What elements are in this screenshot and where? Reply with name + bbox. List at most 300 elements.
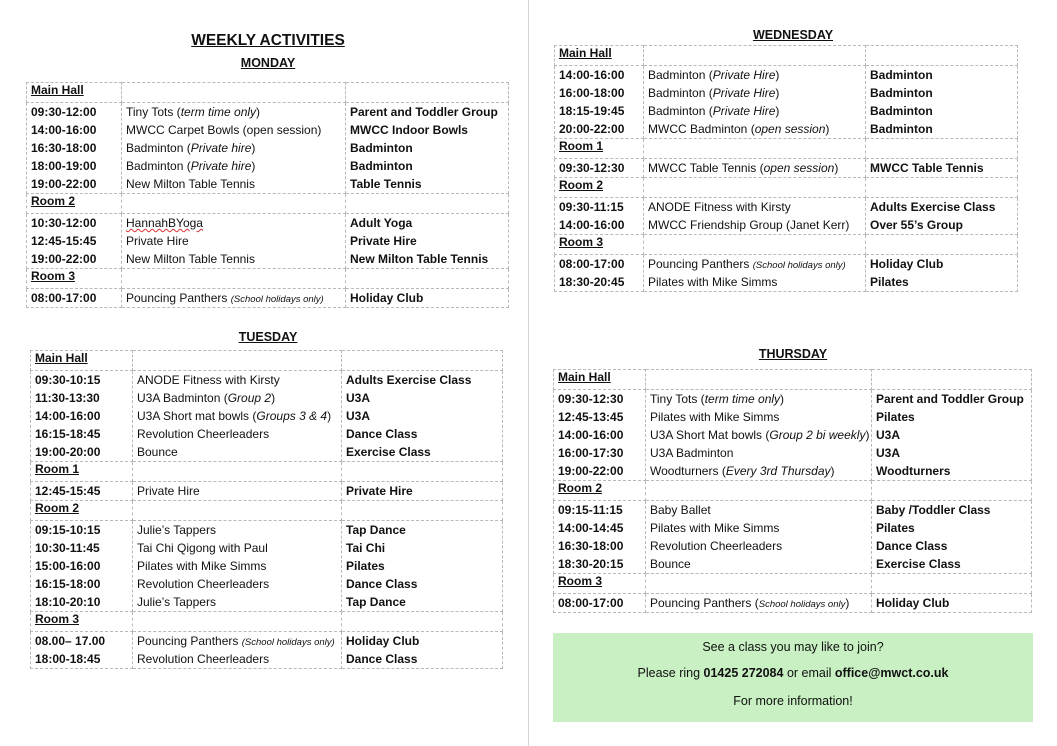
activity-name: [650, 462, 867, 480]
activity-note-small: (School holidays only): [752, 260, 846, 271]
time-slot: 18:30-20:45: [559, 275, 625, 289]
activity-name: [137, 557, 337, 575]
time-slot: 19:00-20:00: [35, 445, 101, 459]
activity-name: [648, 198, 861, 216]
group-column: [872, 390, 1032, 481]
section-name: Main Hall: [558, 370, 611, 384]
section-header-blank: [342, 612, 503, 632]
section-header-cell: [554, 574, 646, 594]
activity-note-small: School holidays only: [758, 599, 846, 610]
time-column: [554, 594, 646, 613]
group-column: [342, 371, 503, 462]
section-rows: [554, 390, 1032, 481]
section-rows: [554, 501, 1032, 574]
activity-name: [126, 175, 341, 193]
time-slot: 19:00-22:00: [31, 177, 97, 191]
group-name: Tap Dance: [346, 595, 406, 609]
time-slot: 12:45-13:45: [558, 410, 624, 424]
time-column: [27, 214, 122, 269]
section-rows: [555, 255, 1018, 292]
time-column: [555, 66, 644, 139]
section-name: Room 3: [31, 269, 76, 283]
section-name: Main Hall: [559, 46, 612, 60]
activity-name: [648, 273, 861, 291]
activity-name: [648, 159, 861, 177]
activity-text: Julie’s Tappers: [137, 523, 216, 537]
activity-text: Pilates with Mike Simms: [137, 559, 267, 573]
activity-name: [137, 539, 337, 557]
time-column: [31, 482, 133, 501]
time-slot: 10:30-12:00: [31, 216, 97, 230]
group-name: Pilates: [346, 559, 385, 573]
activity-text: Private Hire: [126, 234, 189, 248]
activity-text: MWCC Carpet Bowls (open session): [126, 123, 322, 137]
group-column: [346, 214, 509, 269]
group-column: [346, 103, 509, 194]
time-slot: 09:30-12:00: [31, 105, 97, 119]
activity-text: Julie’s Tappers: [137, 595, 216, 609]
activity-text-end: ): [271, 391, 276, 405]
time-slot: 08.00– 17.00: [35, 634, 106, 648]
wednesday-table: [554, 45, 1018, 292]
group-name: Badminton: [350, 159, 413, 173]
activity-text-end: ): [834, 161, 839, 175]
activity-name: [648, 66, 861, 84]
group-name: Adult Yoga: [350, 216, 413, 230]
activity-column: [122, 214, 346, 269]
time-column: [555, 198, 644, 235]
group-column: [342, 521, 503, 612]
tuesday-schedule: [30, 350, 502, 669]
activity-name: [650, 555, 867, 573]
phone-number[interactable]: 01425 272084: [703, 666, 784, 680]
section-header-blank: [346, 194, 509, 214]
section-name: Room 1: [559, 139, 604, 153]
activity-note-small: (School holidays only): [230, 294, 324, 305]
time-slot: 11:30-13:30: [35, 391, 100, 405]
group-name: Holiday Club: [876, 596, 950, 610]
section-name: Main Hall: [35, 351, 88, 365]
activity-name: [650, 426, 870, 444]
activity-name: [126, 121, 341, 139]
activity-name: [650, 501, 867, 519]
activity-text: Revolution Cheerleaders: [650, 539, 783, 553]
activity-name: [137, 650, 337, 668]
group-name: U3A: [346, 409, 371, 423]
time-slot: 19:00-22:00: [558, 464, 624, 478]
section-header-cell: [555, 46, 644, 66]
group-name: Tap Dance: [346, 523, 406, 537]
group-name: Pilates: [870, 275, 909, 289]
activity-name: [648, 255, 861, 273]
section-header-row: [31, 612, 503, 632]
time-column: [27, 103, 122, 194]
activity-text: Pouncing Panthers: [137, 634, 242, 648]
group-column: [342, 632, 503, 669]
activity-text: U3A Short mat bowls (: [137, 409, 257, 423]
activity-note: Private Hire: [712, 68, 776, 82]
section-header-row: [31, 462, 503, 482]
activity-name: [648, 216, 861, 234]
day-title-wednesday: WEDNESDAY: [752, 28, 834, 42]
time-slot: 09:30-11:15: [559, 200, 624, 214]
section-header-blank: [644, 139, 866, 159]
section-header-blank: [866, 178, 1018, 198]
activity-text-end: ): [845, 596, 850, 610]
activity-text: Pilates with Mike Simms: [648, 275, 778, 289]
activity-column: [122, 103, 346, 194]
activity-name: [648, 120, 861, 138]
section-header-cell: [555, 139, 644, 159]
section-name: Room 2: [558, 481, 603, 495]
info-email-text: or email: [783, 666, 835, 680]
activity-text: New Milton Table Tennis: [126, 252, 255, 266]
section-rows: [31, 521, 503, 612]
activity-name: [137, 371, 337, 389]
activity-name: [137, 482, 337, 500]
section-header-row: [27, 194, 509, 214]
section-header-blank: [342, 501, 503, 521]
section-header-row: [554, 481, 1032, 501]
time-slot: 08:00-17:00: [558, 596, 624, 610]
activity-text: MWCC Friendship Group (Janet Kerr): [648, 218, 850, 232]
activity-text: U3A Badminton: [650, 446, 734, 460]
time-slot: 09:15-11:15: [558, 503, 623, 517]
activity-text: U3A Badminton (: [137, 391, 228, 405]
group-name: Dance Class: [346, 427, 418, 441]
section-name: Room 3: [35, 612, 80, 626]
group-name: Badminton: [870, 104, 933, 118]
section-header-blank: [133, 351, 342, 371]
time-slot: 15:00-16:00: [35, 559, 101, 573]
group-name: Holiday Club: [346, 634, 420, 648]
page-divider: [528, 0, 529, 746]
section-header-cell: [31, 351, 133, 371]
section-header-cell: [554, 370, 646, 390]
activity-name: [650, 594, 867, 612]
section-header-blank: [342, 351, 503, 371]
info-line-1: See a class you may like to join?: [702, 640, 884, 654]
activity-name: [126, 250, 341, 268]
group-name: Badminton: [870, 86, 933, 100]
group-column: [342, 482, 503, 501]
group-name: Woodturners: [876, 464, 951, 478]
group-name: Private Hire: [346, 484, 413, 498]
group-name: Dance Class: [876, 539, 948, 553]
group-name: MWCC Indoor Bowls: [350, 123, 468, 137]
activity-note: Groups 3 & 4: [256, 409, 328, 423]
activity-text: Revolution Cheerleaders: [137, 427, 270, 441]
group-name: MWCC Table Tennis: [870, 161, 984, 175]
activity-name: [126, 289, 341, 307]
activity-note: Group 2 bi weekly: [769, 428, 866, 442]
activity-column: [644, 159, 866, 178]
activity-text: Pilates with Mike Simms: [650, 410, 780, 424]
group-name: Badminton: [870, 68, 933, 82]
activity-text-end: ): [775, 86, 780, 100]
section-rows: [31, 482, 503, 501]
time-column: [27, 289, 122, 308]
group-name: Dance Class: [346, 577, 418, 591]
time-slot: 19:00-22:00: [31, 252, 97, 266]
activity-text: Badminton (: [648, 104, 713, 118]
section-header-cell: [27, 83, 122, 103]
group-name: Adults Exercise Class: [870, 200, 996, 214]
activity-name: [650, 537, 867, 555]
day-title-thursday: THURSDAY: [758, 347, 828, 361]
section-name: Room 2: [31, 194, 76, 208]
section-header-cell: [27, 194, 122, 214]
section-header-row: [27, 269, 509, 289]
group-name: U3A: [876, 428, 901, 442]
time-slot: 16:00-18:00: [559, 86, 625, 100]
section-header-cell: [555, 178, 644, 198]
section-header-row: [555, 178, 1018, 198]
section-rows: [554, 594, 1032, 613]
time-slot: 08:00-17:00: [31, 291, 97, 305]
day-title-tuesday: TUESDAY: [238, 330, 298, 344]
group-column: [872, 594, 1032, 613]
time-slot: 20:00-22:00: [559, 122, 625, 136]
day-title-monday: MONDAY: [240, 56, 296, 70]
activity-text: Bounce: [650, 557, 691, 571]
section-rows: [555, 198, 1018, 235]
activity-note: term time only: [704, 392, 781, 406]
email-link[interactable]: office@mwct.co.uk: [834, 666, 949, 680]
section-name: Main Hall: [31, 83, 84, 97]
activity-text: U3A Short Mat bowls (: [650, 428, 770, 442]
group-column: [866, 255, 1018, 292]
time-slot: 14:00-16:00: [558, 428, 624, 442]
activity-column: [133, 521, 342, 612]
activity-name: [137, 575, 337, 593]
activity-text-end: ): [251, 159, 256, 173]
time-slot: 09:15-10:15: [35, 523, 101, 537]
activity-name: [650, 390, 867, 408]
time-column: [31, 371, 133, 462]
activity-name: [648, 84, 861, 102]
activity-text: Badminton (: [126, 141, 191, 155]
activity-text: Woodturners (: [650, 464, 726, 478]
info-line-3: For more information!: [733, 694, 853, 708]
activity-text: Badminton (: [126, 159, 191, 173]
time-slot: 16:00-17:30: [558, 446, 624, 460]
time-slot: 18:30-20:15: [558, 557, 624, 571]
group-name: Pilates: [876, 410, 915, 424]
activity-note: Private Hire: [712, 104, 776, 118]
section-name: Room 1: [35, 462, 80, 476]
activity-text-end: ): [865, 428, 870, 442]
activity-name: [137, 632, 337, 650]
section-header-cell: [31, 462, 133, 482]
group-name: Adults Exercise Class: [346, 373, 472, 387]
time-slot: 08:00-17:00: [559, 257, 625, 271]
section-header-blank: [346, 269, 509, 289]
section-rows: [27, 103, 509, 194]
group-column: [872, 501, 1032, 574]
activity-text: Tai Chi Qigong with Paul: [137, 541, 268, 555]
section-header-blank: [133, 462, 342, 482]
activity-name: [126, 103, 341, 121]
activity-text: Badminton (: [648, 86, 713, 100]
time-slot: 14:00-16:00: [35, 409, 101, 423]
activity-note: open session: [754, 122, 826, 136]
section-rows: [31, 371, 503, 462]
time-slot: 12:45-15:45: [31, 234, 97, 248]
time-slot: 18:00-18:45: [35, 652, 101, 666]
group-name: Exercise Class: [876, 557, 961, 571]
group-name: Table Tennis: [350, 177, 422, 191]
group-name: Baby /Toddler Class: [876, 503, 991, 517]
activity-name: [126, 139, 341, 157]
tuesday-table: [30, 350, 503, 669]
section-header-cell: [27, 269, 122, 289]
time-slot: 14:00-16:00: [31, 123, 97, 137]
section-header-row: [554, 574, 1032, 594]
activity-text: Badminton (: [648, 68, 713, 82]
activity-name: [126, 157, 341, 175]
section-header-blank: [133, 501, 342, 521]
activity-name: [137, 521, 337, 539]
time-column: [555, 255, 644, 292]
time-slot: 16:30-18:00: [31, 141, 97, 155]
group-name: Badminton: [350, 141, 413, 155]
group-name: Parent and Toddler Group: [350, 105, 498, 119]
section-header-blank: [866, 139, 1018, 159]
group-name: Tai Chi: [346, 541, 386, 555]
section-rows: [555, 66, 1018, 139]
activity-text-end: ): [830, 464, 835, 478]
activity-text: ANODE Fitness with Kirsty: [137, 373, 280, 387]
section-name: Room 3: [558, 574, 603, 588]
activity-note: Group 2: [227, 391, 272, 405]
activity-column: [644, 66, 866, 139]
activity-text: Pilates with Mike Simms: [650, 521, 780, 535]
activity-text-end: ): [256, 105, 261, 119]
time-slot: 09:30-10:15: [35, 373, 101, 387]
activity-name: [126, 214, 341, 232]
thursday-table: [553, 369, 1032, 613]
section-header-blank: [644, 178, 866, 198]
thursday-schedule: [553, 369, 1031, 613]
time-slot: 14:00-14:45: [558, 521, 624, 535]
section-header-blank: [872, 574, 1032, 594]
time-slot: 18:10-20:10: [35, 595, 101, 609]
section-header-cell: [31, 612, 133, 632]
group-name: U3A: [346, 391, 371, 405]
time-slot: 09:30-12:30: [558, 392, 624, 406]
group-column: [866, 66, 1018, 139]
activity-text: Baby Ballet: [650, 503, 711, 517]
activity-text: Pouncing Panthers: [648, 257, 753, 271]
section-header-cell: [31, 501, 133, 521]
activity-column: [644, 198, 866, 235]
activity-text: Revolution Cheerleaders: [137, 652, 270, 666]
activity-column: [646, 390, 872, 481]
time-slot: 16:15-18:00: [35, 577, 101, 591]
activity-text: Pouncing Panthers: [126, 291, 231, 305]
section-header-blank: [646, 574, 872, 594]
activity-text: Tiny Tots (: [650, 392, 705, 406]
page-title: WEEKLY ACTIVITIES: [191, 32, 345, 49]
monday-schedule: [26, 82, 508, 308]
group-name: Dance Class: [346, 652, 418, 666]
group-column: [866, 159, 1018, 178]
section-name: Room 2: [559, 178, 604, 192]
group-name: New Milton Table Tennis: [350, 252, 489, 266]
time-slot: 16:30-18:00: [558, 539, 624, 553]
activity-column: [646, 594, 872, 613]
section-header-blank: [133, 612, 342, 632]
activity-name: [126, 232, 341, 250]
activity-text: Private Hire: [137, 484, 200, 498]
activity-text-end: ): [327, 409, 332, 423]
time-slot: 18:15-19:45: [559, 104, 625, 118]
group-name: Exercise Class: [346, 445, 431, 459]
activity-name: [648, 102, 861, 120]
activity-column: [644, 255, 866, 292]
monday-table: [26, 82, 509, 308]
section-header-blank: [644, 46, 866, 66]
activity-name: [137, 425, 337, 443]
group-name: Badminton: [870, 122, 933, 136]
section-header-blank: [122, 269, 346, 289]
activity-column: [122, 289, 346, 308]
activity-name: [137, 593, 337, 611]
group-name: Holiday Club: [350, 291, 424, 305]
time-slot: 18:00-19:00: [31, 159, 97, 173]
activity-note: Private hire: [190, 141, 252, 155]
section-header-row: [27, 83, 509, 103]
section-header-cell: [554, 481, 646, 501]
activity-text-end: ): [775, 68, 780, 82]
section-header-row: [554, 370, 1032, 390]
activity-text: MWCC Table Tennis (: [648, 161, 764, 175]
activity-name: [137, 443, 337, 461]
activity-text: New Milton Table Tennis: [126, 177, 255, 191]
group-name: Private Hire: [350, 234, 417, 248]
activity-name: [650, 408, 867, 426]
time-column: [555, 159, 644, 178]
activity-text-end: ): [251, 141, 256, 155]
activity-column: [133, 632, 342, 669]
time-column: [31, 521, 133, 612]
time-slot: 10:30-11:45: [35, 541, 100, 555]
activity-note-small: (School holidays only): [241, 637, 335, 648]
section-header-row: [555, 46, 1018, 66]
group-name: Holiday Club: [870, 257, 944, 271]
time-column: [554, 390, 646, 481]
group-name: U3A: [876, 446, 901, 460]
time-column: [31, 632, 133, 669]
time-slot: 16:15-18:45: [35, 427, 101, 441]
section-header-row: [555, 139, 1018, 159]
section-header-blank: [646, 481, 872, 501]
activity-text: Pouncing Panthers (: [650, 596, 759, 610]
activity-text-end: ): [825, 122, 830, 136]
section-header-blank: [346, 83, 509, 103]
activity-text-end: ): [775, 104, 780, 118]
section-header-blank: [644, 235, 866, 255]
group-column: [866, 198, 1018, 235]
section-header-cell: [555, 235, 644, 255]
activity-note: Every 3rd Thursday: [725, 464, 831, 478]
section-header-row: [555, 235, 1018, 255]
activity-text: HannahBYoga: [126, 216, 203, 230]
activity-note: term time only: [180, 105, 257, 119]
time-slot: 12:45-15:45: [35, 484, 101, 498]
section-rows: [31, 632, 503, 669]
